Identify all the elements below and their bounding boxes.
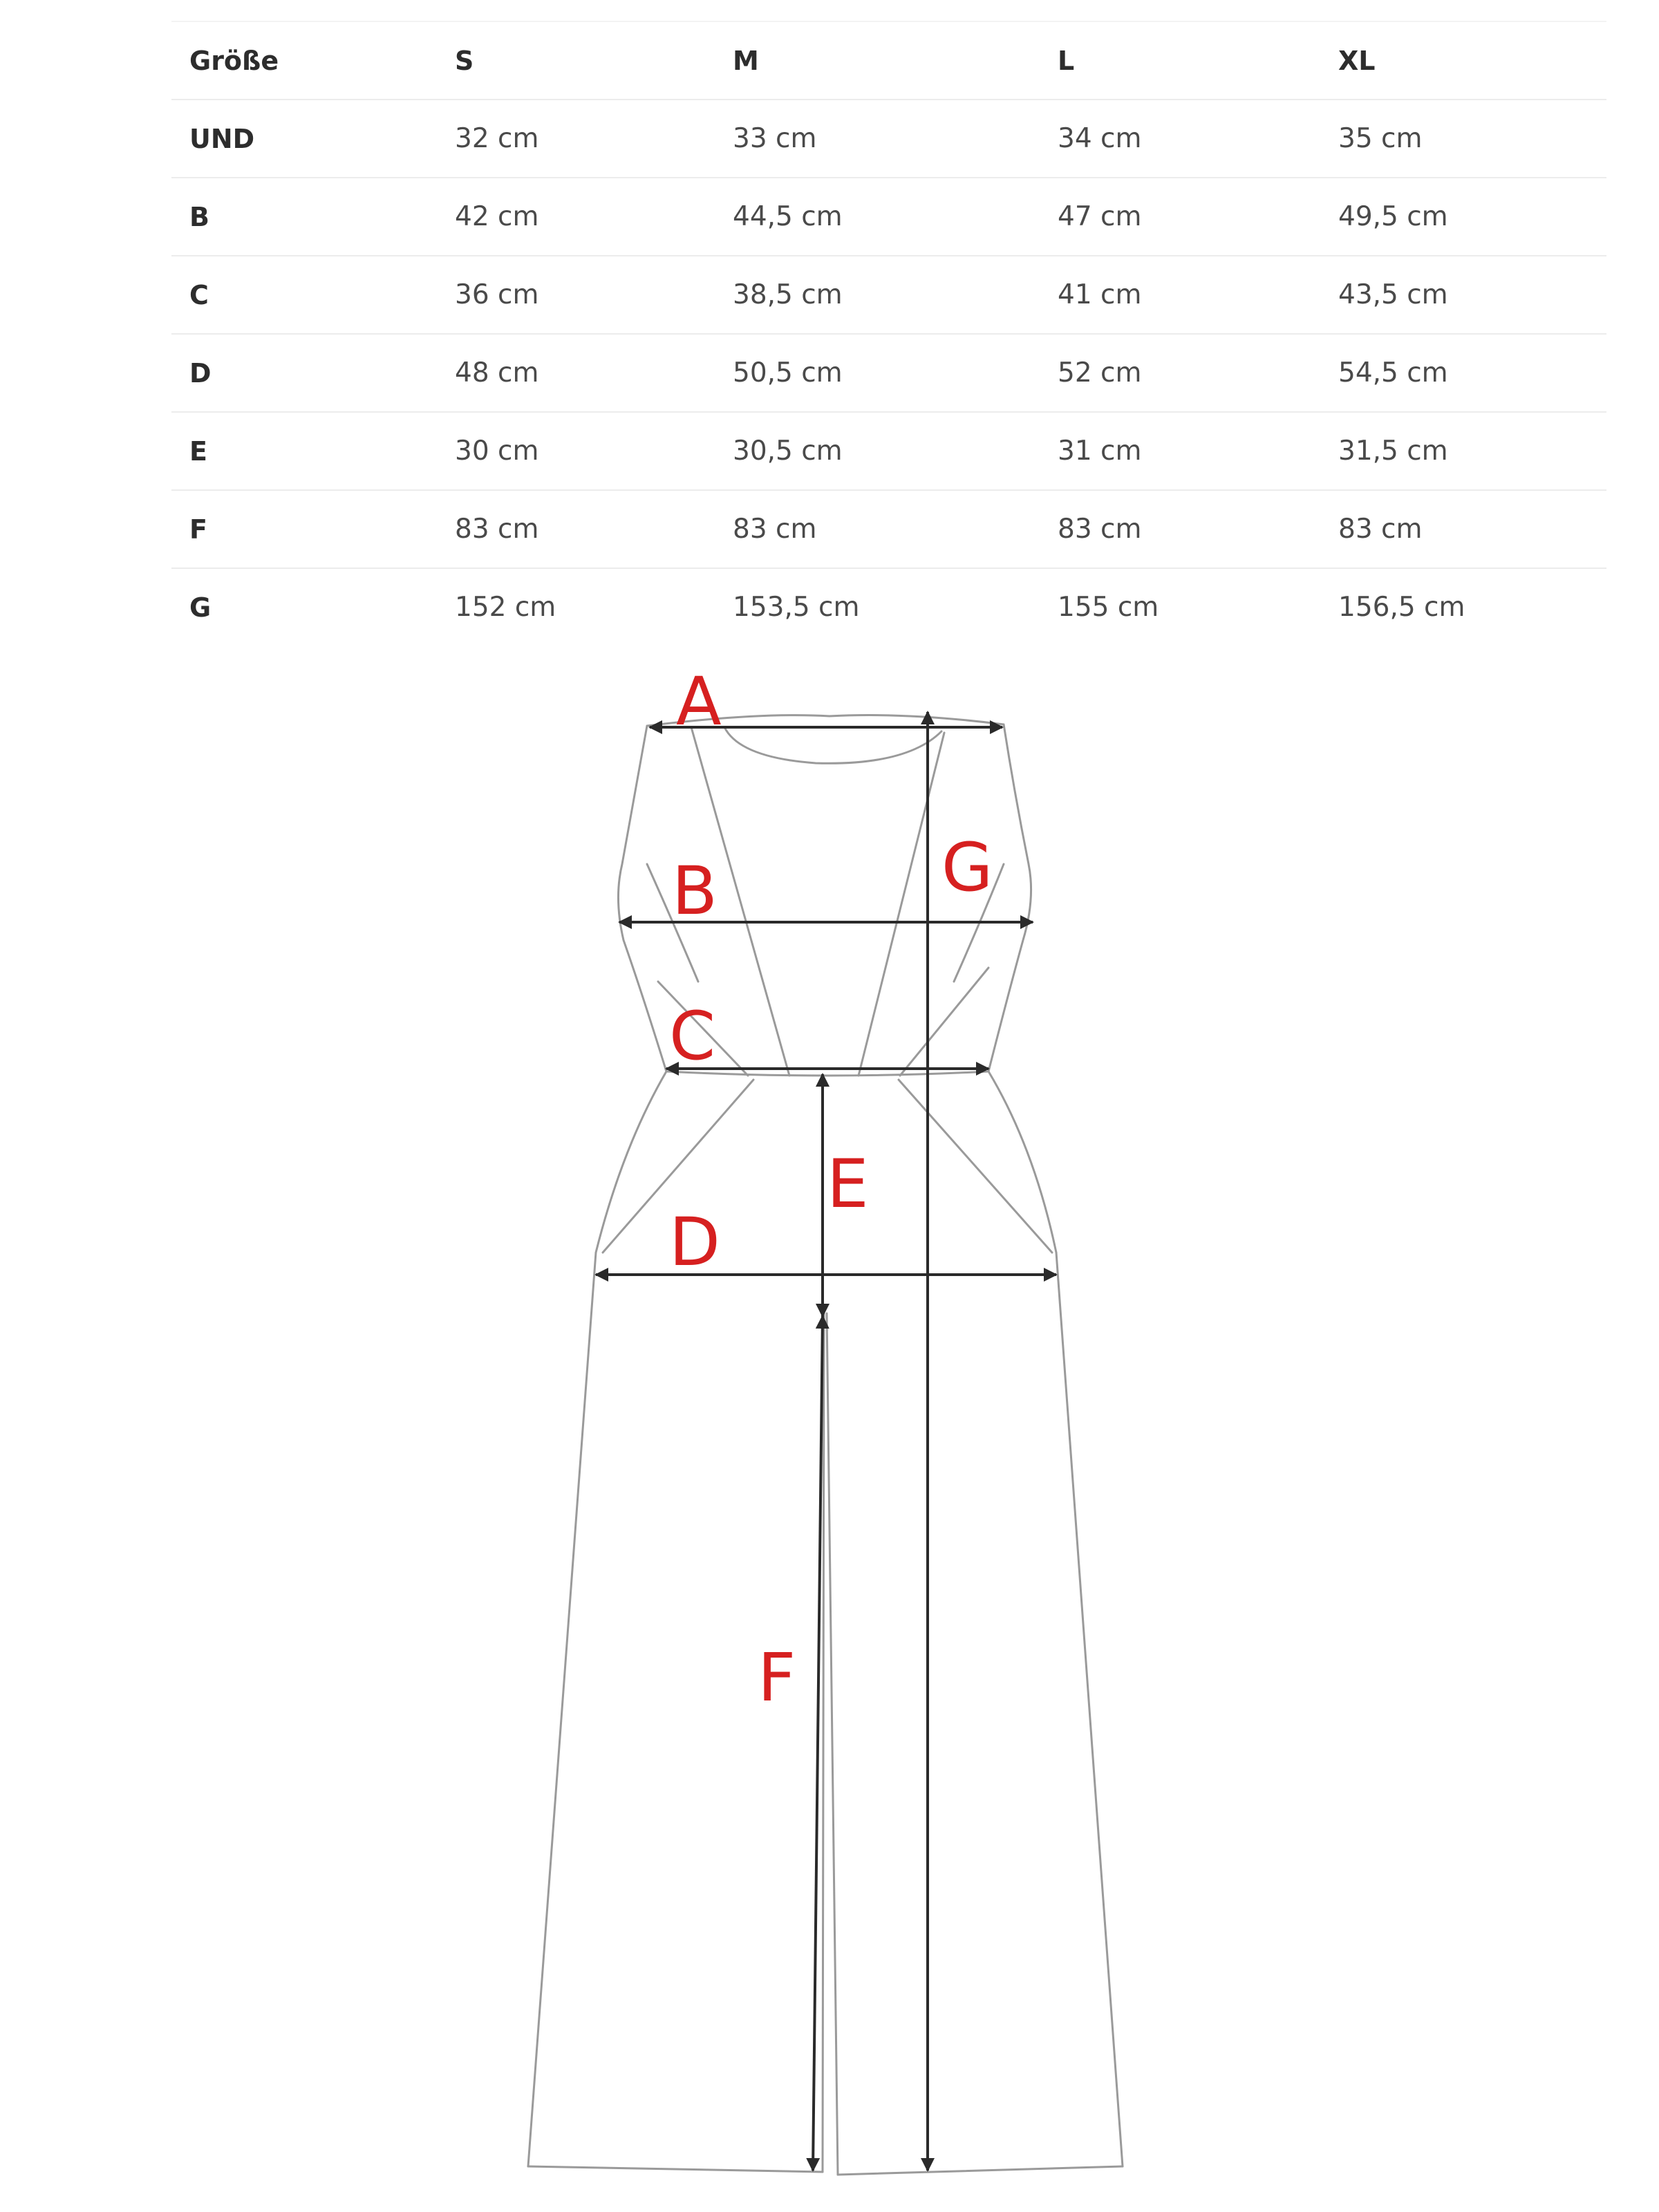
row-label: D bbox=[171, 334, 437, 412]
leg-right-outer bbox=[1056, 1253, 1123, 2166]
label-b: B bbox=[672, 852, 718, 930]
table-cell: 83 cm bbox=[1040, 490, 1320, 568]
table-cell: 36 cm bbox=[437, 256, 715, 334]
label-a: A bbox=[676, 663, 722, 740]
table-cell: 49,5 cm bbox=[1320, 178, 1606, 256]
leg-left-outer bbox=[528, 1253, 596, 2166]
label-f: F bbox=[758, 1639, 796, 1716]
table-cell: 83 cm bbox=[715, 490, 1040, 568]
hip-right-edge bbox=[988, 1071, 1056, 1253]
table-cell: 41 cm bbox=[1040, 256, 1320, 334]
dress-outline bbox=[528, 715, 1123, 2175]
row-label: UND bbox=[171, 100, 437, 178]
table-cell: 42 cm bbox=[437, 178, 715, 256]
table-cell: 33 cm bbox=[715, 100, 1040, 178]
table-cell: 48 cm bbox=[437, 334, 715, 412]
header-m: M bbox=[715, 21, 1040, 100]
table-cell: 31,5 cm bbox=[1320, 412, 1606, 490]
leg-right-inner bbox=[827, 1313, 838, 2175]
table-cell: 34 cm bbox=[1040, 100, 1320, 178]
leg-left-inner bbox=[823, 1313, 824, 2172]
header-l: L bbox=[1040, 21, 1320, 100]
hip-left-edge bbox=[596, 1071, 666, 1253]
row-label: F bbox=[171, 490, 437, 568]
table-cell: 30 cm bbox=[437, 412, 715, 490]
table-cell: 52 cm bbox=[1040, 334, 1320, 412]
table-cell: 83 cm bbox=[437, 490, 715, 568]
header-s: S bbox=[437, 21, 715, 100]
table-cell: 43,5 cm bbox=[1320, 256, 1606, 334]
row-label: B bbox=[171, 178, 437, 256]
label-d: D bbox=[669, 1203, 720, 1281]
table-cell: 44,5 cm bbox=[715, 178, 1040, 256]
table-cell: 47 cm bbox=[1040, 178, 1320, 256]
header-xl: XL bbox=[1320, 21, 1606, 100]
table-cell: 155 cm bbox=[1040, 568, 1320, 646]
row-label: C bbox=[171, 256, 437, 334]
table-cell: 50,5 cm bbox=[715, 334, 1040, 412]
table-cell: 38,5 cm bbox=[715, 256, 1040, 334]
label-c: C bbox=[669, 997, 716, 1075]
bodice-left-edge bbox=[618, 726, 666, 1071]
row-label: G bbox=[171, 568, 437, 646]
bodice-seam-right bbox=[859, 733, 944, 1076]
table-cell: 156,5 cm bbox=[1320, 568, 1606, 646]
leg-right-bottom bbox=[838, 2166, 1123, 2175]
label-e: E bbox=[827, 1145, 869, 1223]
bodice-dart-right bbox=[900, 968, 988, 1076]
table-cell: 152 cm bbox=[437, 568, 715, 646]
arrow-f bbox=[813, 1316, 823, 2171]
leg-left-bottom bbox=[528, 2166, 823, 2172]
pocket-right bbox=[899, 1080, 1052, 1253]
table-cell: 31 cm bbox=[1040, 412, 1320, 490]
table-cell: 30,5 cm bbox=[715, 412, 1040, 490]
neckline bbox=[724, 727, 941, 763]
label-g: G bbox=[941, 829, 993, 906]
row-label: E bbox=[171, 412, 437, 490]
header-size: Größe bbox=[171, 21, 437, 100]
bodice-right-edge bbox=[988, 724, 1031, 1071]
table-cell: 83 cm bbox=[1320, 490, 1606, 568]
measurement-arrows bbox=[596, 712, 1056, 2171]
table-cell: 35 cm bbox=[1320, 100, 1606, 178]
table-cell: 153,5 cm bbox=[715, 568, 1040, 646]
table-cell: 54,5 cm bbox=[1320, 334, 1606, 412]
table-cell: 32 cm bbox=[437, 100, 715, 178]
